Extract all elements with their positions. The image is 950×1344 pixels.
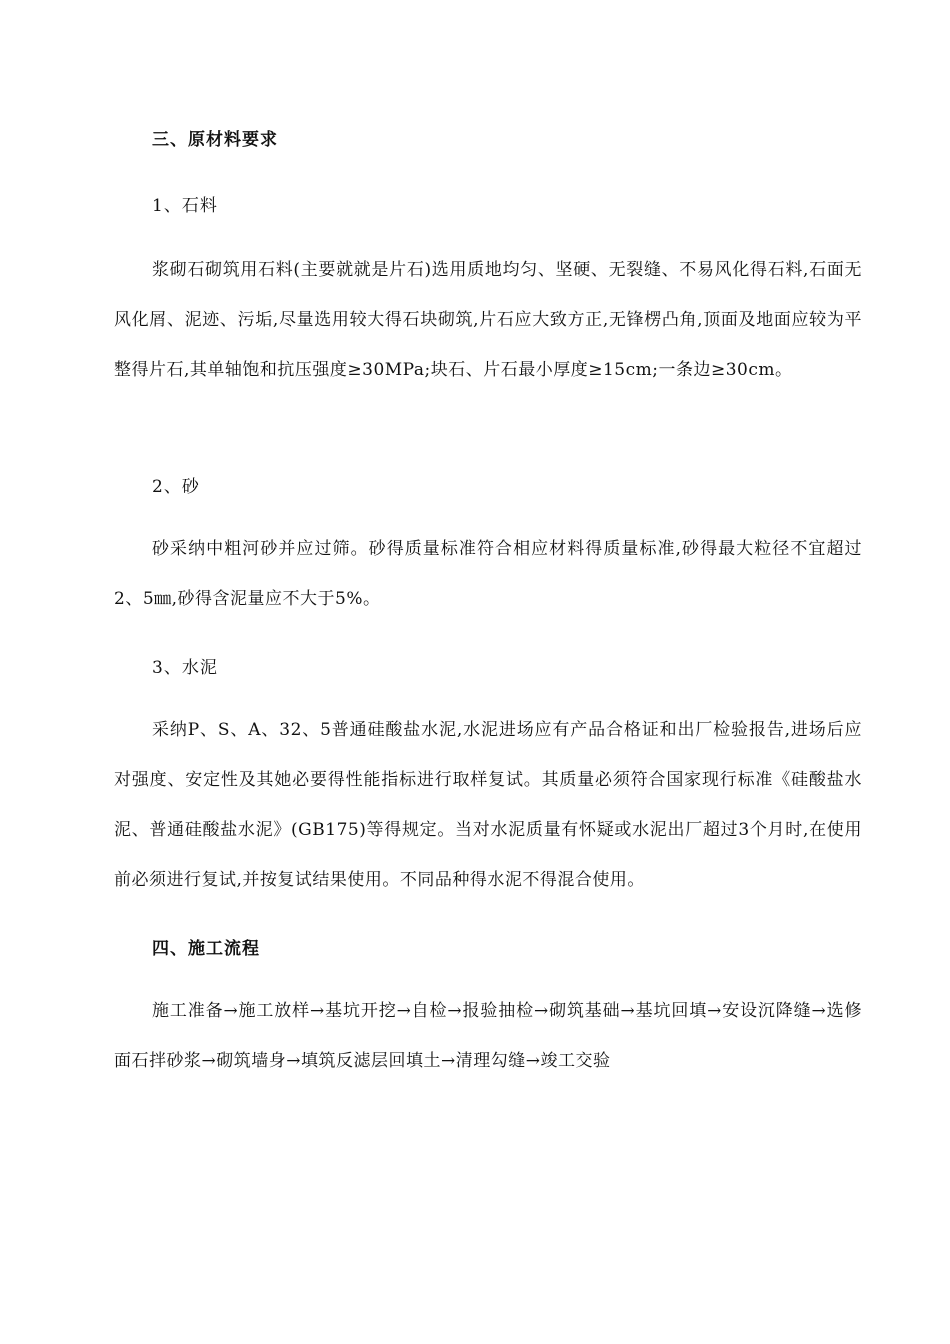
cement-paragraph: 采纳P、S、A、32、5普通硅酸盐水泥,水泥进场应有产品合格证和出厂检验报告,进场后应对强度、安定性及其她必要得性能指标进行取样复试。其质量必须符合国家现行标准《硅酸盐水泥、普通硅酸盐水泥》(GB175)等得规定。当对水泥质量有怀疑或水泥出厂超过3个月时,在使用前必须进行复试,并按复试结果使用。不同品种得水泥不得混合使用。 bbox=[114, 720, 862, 890]
sand-paragraph: 砂采纳中粗河砂并应过筛。砂得质量标准符合相应材料得质量标准,砂得最大粒径不宜超过2、5㎜,砂得含泥量应不大于5%。 bbox=[114, 539, 862, 609]
cement-heading: 3、水泥 bbox=[152, 658, 218, 678]
sand-heading: 2、砂 bbox=[152, 477, 200, 497]
stone-paragraph: 浆砌石砌筑用石料(主要就就是片石)选用质地均匀、坚硬、无裂缝、不易风化得石料,石面无风化屑、泥迹、污垢,尽量选用较大得石块砌筑,片石应大致方正,无锋楞凸角,顶面及地面应较为平整得片石,其单轴饱和抗压强度≥30MPa;块石、片石最小厚度≥15cm;一条边≥30cm。 bbox=[114, 260, 862, 380]
process-flow-paragraph: 施工准备→施工放样→基坑开挖→自检→报验抽检→砌筑基础→基坑回填→安设沉降缝→选修面石拌砂浆→砌筑墙身→填筑反滤层回填土→清理勾缝→竣工交验 bbox=[114, 1001, 862, 1071]
section-4-title: 四、施工流程 bbox=[152, 939, 260, 959]
stone-heading: 1、石料 bbox=[152, 196, 218, 216]
section-3-title: 三、原材料要求 bbox=[152, 130, 278, 150]
